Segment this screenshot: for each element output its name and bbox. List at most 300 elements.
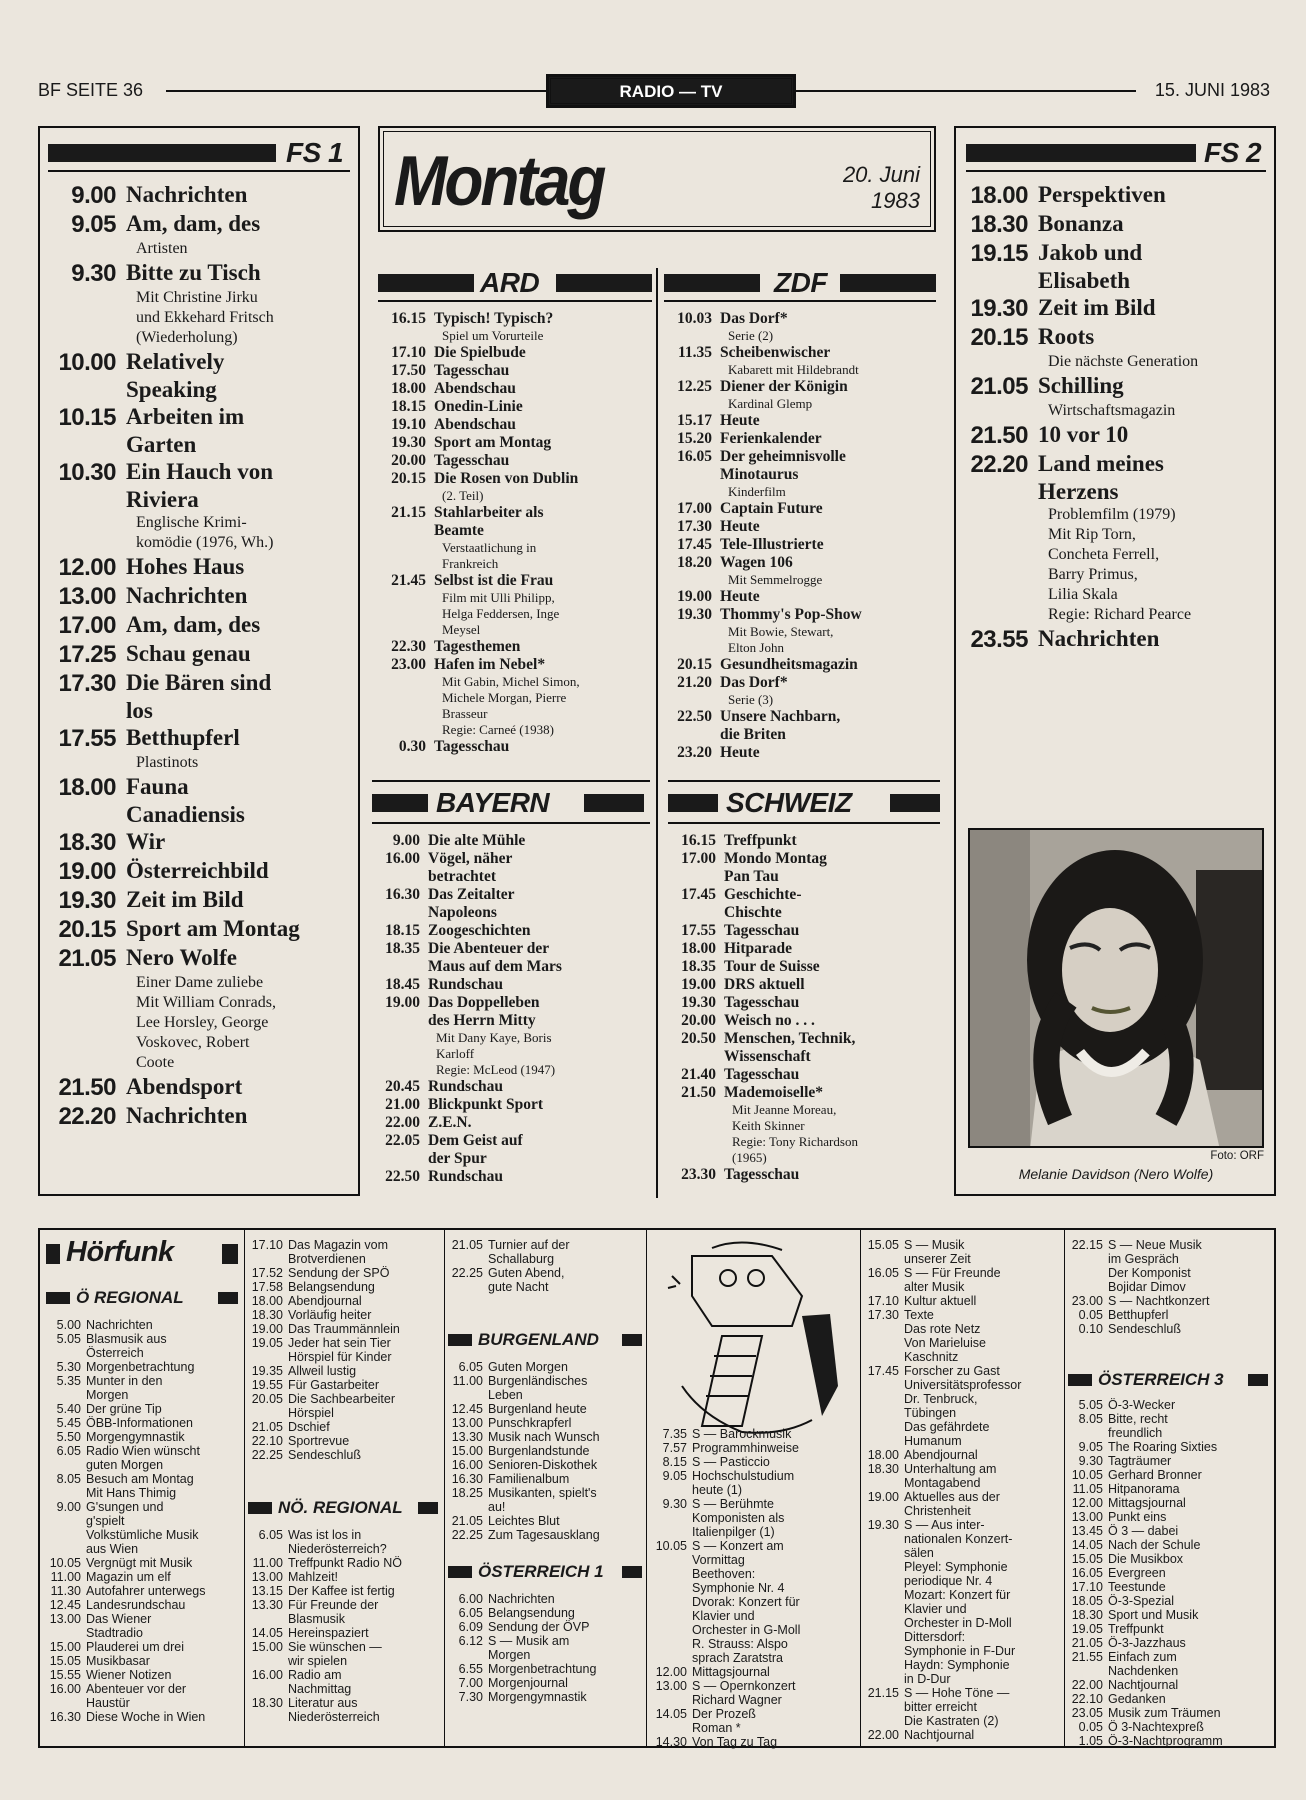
radio-title-cont: Symphonie in F-Dur [904, 1644, 1016, 1658]
radio-row [248, 1364, 440, 1378]
radio-title: The Roaring Sixties [1108, 1440, 1218, 1454]
radio-row [652, 1525, 856, 1539]
radio-time: 16.00 [451, 1458, 483, 1472]
radio-entry [46, 1654, 240, 1668]
program-entry [378, 504, 652, 572]
radio-title: Texte [904, 1308, 934, 1322]
oe-regional-bar-left [46, 1292, 70, 1304]
radio-title: Literatur aus [288, 1696, 358, 1710]
program-row [372, 940, 650, 958]
radio-title: Treffpunkt Radio NÖ [288, 1556, 402, 1570]
issue-date: 15. JUNI 1983 [1154, 80, 1270, 100]
radio-title-cont: Nachdenken [1108, 1664, 1179, 1678]
program-time: 20.50 [681, 1030, 716, 1047]
photo-credit: Foto: ORF [1210, 1150, 1264, 1162]
oe-regional-bar-right [218, 1292, 238, 1304]
radio-title: Nachtjournal [904, 1728, 975, 1742]
page-number: BF SEITE 36 [38, 80, 144, 100]
program-row [372, 1114, 650, 1132]
program-title: Weisch no . . . [724, 1012, 815, 1029]
program-title: Heute [720, 744, 760, 761]
fs1-label: FS 1 [286, 137, 344, 168]
radio-title: Hereinspaziert [288, 1626, 369, 1640]
program-title: Hafen im Nebel* [434, 656, 546, 673]
program-title: Wagen 106 [720, 554, 793, 571]
radio-entry [652, 1665, 856, 1679]
program-title: Diener der Königin [720, 378, 848, 395]
radio-time-spacer [652, 1525, 692, 1539]
radio-col-3 [448, 1238, 642, 1704]
radio-time-spacer [248, 1682, 288, 1696]
radio-title: Ö-3-Spezial [1108, 1594, 1174, 1608]
radio-time-spacer [652, 1693, 692, 1707]
radio-title-cont: g'spielt [86, 1514, 125, 1528]
radio-title: Nachrichten [488, 1592, 555, 1606]
program-title: Bitte zu Tisch [126, 260, 261, 285]
program-title: Die Bären sind [126, 670, 272, 695]
radio-row [46, 1640, 240, 1654]
program-time: 21.45 [391, 572, 426, 589]
radio-entry [46, 1570, 240, 1584]
program-title-cont: die Briten [720, 726, 786, 743]
program-subtitle: Lee Horsley, George [136, 1014, 269, 1031]
radio-entry [864, 1686, 1060, 1728]
radio-time-spacer [864, 1616, 904, 1630]
radio-row [248, 1280, 440, 1294]
program-time: 15.17 [677, 412, 712, 429]
radio-title-cont: Vormittag [692, 1553, 745, 1567]
program-row [378, 738, 652, 756]
radio-title: Hitpanorama [1108, 1482, 1180, 1496]
radio-title-cont: sälen [904, 1546, 934, 1560]
program-title: Abendschau [434, 380, 516, 397]
radio-time: 12.00 [1071, 1496, 1103, 1510]
program-row [378, 504, 652, 522]
radio-entry [248, 1434, 440, 1448]
program-entry [46, 583, 352, 611]
radio-entry [652, 1707, 856, 1735]
radio-time-spacer [864, 1406, 904, 1420]
radio-row [46, 1360, 240, 1374]
radio-row [864, 1336, 1060, 1350]
program-title-cont: Canadiensis [126, 802, 245, 827]
radio-row [248, 1626, 440, 1640]
radio-entry [1068, 1524, 1274, 1538]
radio-title: Punschkrapferl [488, 1416, 572, 1430]
program-title: Tagesschau [724, 1066, 800, 1083]
program-time: 18.00 [391, 380, 426, 397]
program-entry [46, 774, 352, 828]
radio-time: 15.00 [49, 1640, 81, 1654]
program-title: Tour de Suisse [724, 958, 820, 975]
radio-row [248, 1322, 440, 1336]
program-row [372, 994, 650, 1012]
radio-time-spacer [46, 1486, 86, 1500]
program-entry [46, 670, 352, 724]
radio-time: 15.05 [867, 1238, 899, 1252]
radio-time-spacer [248, 1542, 288, 1556]
program-row [958, 211, 1268, 239]
program-row [372, 904, 650, 922]
radio-row [1068, 1412, 1274, 1426]
radio-time-spacer [248, 1710, 288, 1724]
ard-rule [378, 300, 652, 302]
program-title: Ein Hauch von [126, 459, 273, 484]
radio-time: 6.12 [458, 1634, 483, 1648]
radio-row [864, 1238, 1060, 1252]
program-row [378, 656, 652, 674]
noe-regional-list [248, 1528, 440, 1724]
program-entry [378, 416, 652, 434]
radio-title-cont: gute Nacht [488, 1280, 549, 1294]
program-time-spacer [668, 1048, 724, 1066]
radio-entry [248, 1322, 440, 1336]
radio-row [652, 1693, 856, 1707]
radio-title: S — Berühmte [692, 1497, 774, 1511]
program-row [46, 432, 352, 458]
program-title-cont: der Spur [428, 1150, 487, 1167]
radio-entry [248, 1626, 440, 1640]
radio-row [248, 1528, 440, 1542]
program-time: 16.15 [681, 832, 716, 849]
noe-regional-label: NÖ. REGIONAL [278, 1498, 403, 1517]
program-row [46, 802, 352, 828]
program-row [46, 858, 352, 886]
program-title: Tagesschau [724, 1166, 800, 1183]
radio-time-spacer [864, 1574, 904, 1588]
radio-time-spacer [248, 1654, 288, 1668]
radio-entry [1068, 1678, 1274, 1692]
program-subtitle: Michele Morgan, Pierre [442, 690, 567, 705]
radio-time: 9.00 [56, 1500, 81, 1514]
program-entry [378, 362, 652, 380]
radio-title: Autofahrer unterwegs [86, 1584, 206, 1598]
radio-entry [864, 1448, 1060, 1462]
program-time: 17.50 [391, 362, 426, 379]
radio-time-spacer [448, 1252, 488, 1266]
radio-time-spacer [652, 1553, 692, 1567]
program-row [668, 868, 940, 886]
bayern-header [372, 788, 650, 818]
program-entry [958, 373, 1268, 421]
program-entry [958, 626, 1268, 654]
program-title-cont: betrachtet [428, 868, 496, 885]
radio-row [448, 1592, 642, 1606]
program-time-spacer [958, 479, 1038, 505]
program-row [46, 211, 352, 239]
program-row [668, 922, 940, 940]
program-title: Z.E.N. [428, 1114, 472, 1131]
program-subtitle: Englische Krimi- [136, 514, 247, 531]
radio-time-spacer [46, 1528, 86, 1542]
radio-row [1068, 1524, 1274, 1538]
radio-time: 17.10 [867, 1294, 899, 1308]
radio-time: 21.05 [1071, 1636, 1103, 1650]
program-entry [378, 572, 652, 638]
radio-title: Nachtjournal [1108, 1678, 1179, 1692]
radio-time-spacer [864, 1434, 904, 1448]
program-row [378, 522, 652, 540]
program-subtitle: Serie (2) [728, 328, 774, 343]
program-time: 17.25 [58, 641, 116, 668]
radio-title-cont: Richard Wagner [692, 1693, 782, 1707]
program-title: Hitparade [724, 940, 793, 957]
radio-row [652, 1707, 856, 1721]
program-row [664, 708, 936, 726]
radio-row [448, 1374, 642, 1388]
burgenland-bar-left [448, 1334, 472, 1346]
program-row [664, 536, 936, 554]
radio-entry [46, 1472, 240, 1500]
radio-row [46, 1374, 240, 1388]
program-title: Blickpunkt Sport [428, 1096, 544, 1113]
radio-time-spacer [864, 1420, 904, 1434]
program-subtitle: Mit Gabin, Michel Simon, [442, 674, 580, 689]
schweiz-rule [668, 822, 940, 824]
program-time: 17.45 [681, 886, 716, 903]
radio-entry [1068, 1538, 1274, 1552]
radio-time: 15.00 [251, 1640, 283, 1654]
program-time: 19.10 [391, 416, 426, 433]
radio-time: 5.00 [56, 1318, 81, 1332]
program-entry [46, 1103, 352, 1131]
program-title: Geschichte- [724, 886, 802, 903]
radio-divider-5 [1064, 1230, 1065, 1746]
radio-entry [864, 1364, 1060, 1448]
radio-title-cont: Dittersdorf: [904, 1630, 966, 1644]
program-time: 18.15 [385, 922, 420, 939]
program-subtitle: Keith Skinner [732, 1118, 805, 1133]
program-time-spacer [46, 802, 126, 828]
program-row [372, 850, 650, 868]
radio-row [1068, 1238, 1274, 1252]
radio-entry [1068, 1496, 1274, 1510]
radio-row [864, 1252, 1060, 1266]
program-subtitle: Mit Dany Kaye, Boris [436, 1030, 552, 1045]
program-entry [46, 725, 352, 773]
radio-entry [1068, 1720, 1274, 1734]
radio-title: Ö-3-Nachtprogramm [1108, 1734, 1223, 1748]
radio-row [864, 1658, 1060, 1672]
radio-row [46, 1332, 240, 1346]
program-title: Das Doppelleben [428, 994, 540, 1011]
radio-row [448, 1606, 642, 1620]
program-subtitle: Meysel [442, 622, 481, 637]
radio-title: Burgenländisches [488, 1374, 588, 1388]
radio-row [864, 1490, 1060, 1504]
program-subtitle: Die nächste Generation [1048, 353, 1199, 370]
radio-time: 5.35 [56, 1374, 81, 1388]
program-subtitle: Kabarett mit Hildebrandt [728, 362, 859, 377]
schweiz-label: SCHWEIZ [726, 787, 852, 818]
radio-title: Tagträumer [1108, 1454, 1172, 1468]
radio-row [248, 1570, 440, 1584]
radio-entry [248, 1584, 440, 1598]
zdf-column [664, 268, 936, 762]
radio-time: 13.30 [251, 1598, 283, 1612]
radio-title: Ö-3-Wecker [1108, 1398, 1176, 1412]
radio-time-spacer [864, 1476, 904, 1490]
program-row [668, 976, 940, 994]
radio-entry [248, 1528, 440, 1556]
program-subtitle: Problemfilm (1979) [1048, 506, 1176, 523]
radio-row [46, 1402, 240, 1416]
header-rule-left [166, 90, 546, 92]
radio-title-cont: guten Morgen [86, 1458, 164, 1472]
program-subtitle: Mit Semmelrogge [728, 572, 823, 587]
program-title: Nachrichten [126, 1103, 248, 1128]
radio-entry [652, 1539, 856, 1665]
program-row [958, 626, 1268, 654]
program-title: Rundschau [428, 976, 503, 993]
radio-time: 14.30 [655, 1735, 687, 1749]
program-subtitle: Brasseur [442, 706, 488, 721]
burgenland-header [448, 1330, 642, 1350]
radio-entry [864, 1266, 1060, 1294]
radio-time: 15.05 [1071, 1552, 1103, 1566]
program-time: 19.15 [970, 240, 1028, 267]
program-time: 19.30 [677, 606, 712, 623]
radio-time-spacer [652, 1609, 692, 1623]
program-time: 21.05 [970, 373, 1028, 400]
program-title: Land meines [1038, 451, 1164, 476]
radio-title: S — Aus inter- [904, 1518, 985, 1532]
radio-row [248, 1266, 440, 1280]
radio-title: Was ist los in [288, 1528, 362, 1542]
program-entry [664, 378, 936, 412]
radio-row [652, 1567, 856, 1581]
radio-row [864, 1350, 1060, 1364]
radio-entry [448, 1402, 642, 1416]
burgenland-label: BURGENLAND [478, 1330, 599, 1349]
program-row [664, 412, 936, 430]
radio-entry [46, 1682, 240, 1710]
middle-section [372, 268, 940, 1198]
radio-entry [248, 1668, 440, 1696]
radio-title-cont: Das gefährdete [904, 1420, 990, 1434]
radio-entry [448, 1620, 642, 1634]
radio-title-cont: Bojidar Dimov [1108, 1280, 1186, 1294]
radio-time: 5.50 [56, 1430, 81, 1444]
radio-title: Gerhard Bronner [1108, 1468, 1202, 1482]
radio-row [864, 1686, 1060, 1700]
program-subtitle: Frankreich [442, 556, 499, 571]
program-row [668, 994, 940, 1012]
radio-time-spacer [864, 1560, 904, 1574]
program-entry [958, 211, 1268, 239]
program-time-spacer [958, 268, 1038, 294]
radio-row [1068, 1280, 1274, 1294]
program-row [958, 479, 1268, 505]
radio-title: Leichtes Blut [488, 1514, 560, 1528]
program-title: Schilling [1038, 373, 1124, 398]
radio-title: Morgenbetrachtung [86, 1360, 195, 1374]
program-time: 18.45 [385, 976, 420, 993]
radio-title: Der grüne Tip [86, 1402, 162, 1416]
program-entry [372, 850, 650, 886]
radio-row [248, 1378, 440, 1392]
zdf-bar-left [664, 274, 760, 292]
radio-time: 19.35 [251, 1364, 283, 1378]
radio-title: Guten Morgen [488, 1360, 568, 1374]
radio-title: S — Hohe Töne — [904, 1686, 1010, 1700]
radio-row [1068, 1440, 1274, 1454]
radio-title-cont: Beethoven: [692, 1567, 756, 1581]
radio-row [448, 1266, 642, 1280]
radio-row [248, 1696, 440, 1710]
radio-row [652, 1455, 856, 1469]
program-entry [664, 448, 936, 500]
radio-time: 9.30 [662, 1497, 687, 1511]
radio-row [248, 1448, 440, 1462]
radio-title: Vorläufig heiter [288, 1308, 372, 1322]
radio-row [1068, 1706, 1274, 1720]
radio-row [864, 1728, 1060, 1742]
day-date-line1: 20. Juni [842, 162, 920, 187]
program-subtitle: Mit Rip Torn, [1048, 526, 1136, 543]
zdf-bar-right [840, 274, 936, 292]
radio-row [46, 1598, 240, 1612]
radio-row [652, 1483, 856, 1497]
program-row [664, 726, 936, 744]
radio-title: S — Konzert am [692, 1539, 784, 1553]
radio-title: Kultur aktuell [904, 1294, 977, 1308]
program-row [958, 268, 1268, 294]
radio-entry [448, 1444, 642, 1458]
radio-time: 18.30 [251, 1308, 283, 1322]
radio-entry [864, 1728, 1060, 1742]
radio-row [448, 1238, 642, 1252]
radio-title: Sendeschluß [1108, 1322, 1181, 1336]
program-entry [372, 940, 650, 976]
radio-time: 13.30 [451, 1430, 483, 1444]
radio-col-2 [248, 1238, 440, 1724]
program-time: 22.00 [385, 1114, 420, 1131]
program-row [664, 744, 936, 762]
radio-entry [864, 1462, 1060, 1490]
radio-entry [652, 1469, 856, 1497]
program-row [46, 725, 352, 753]
program-row [958, 324, 1268, 352]
program-title-cont: Pan Tau [724, 868, 779, 885]
program-subtitle: Mit Jeanne Moreau, [732, 1102, 837, 1117]
program-title: Nachrichten [126, 182, 248, 207]
radio-time-spacer [864, 1546, 904, 1560]
radio-time-spacer [1068, 1252, 1108, 1266]
program-subtitle: Spiel um Vorurteile [442, 328, 544, 343]
radio-row [448, 1634, 642, 1648]
program-time: 19.30 [970, 295, 1028, 322]
program-title-cont: des Herrn Mitty [428, 1012, 536, 1029]
program-title: Tagesschau [434, 738, 510, 755]
radio-title-cont: Tübingen [904, 1406, 957, 1420]
radio-entry [248, 1448, 440, 1462]
radio-time: 22.25 [251, 1448, 283, 1462]
radio-time: 12.00 [655, 1665, 687, 1679]
radio-entry [1068, 1650, 1274, 1678]
program-row [958, 295, 1268, 323]
radio-time: 13.00 [251, 1570, 283, 1584]
radio-row [1068, 1454, 1274, 1468]
radio-time: 13.00 [655, 1679, 687, 1693]
radio-time: 15.55 [49, 1668, 81, 1682]
radio-title: Sendeschluß [288, 1448, 361, 1462]
radio-col-5 [864, 1238, 1060, 1742]
program-subtitle: (1965) [732, 1150, 767, 1165]
radio-entry [1068, 1482, 1274, 1496]
radio-entry [448, 1472, 642, 1486]
radio-title: Nachrichten [86, 1318, 153, 1332]
